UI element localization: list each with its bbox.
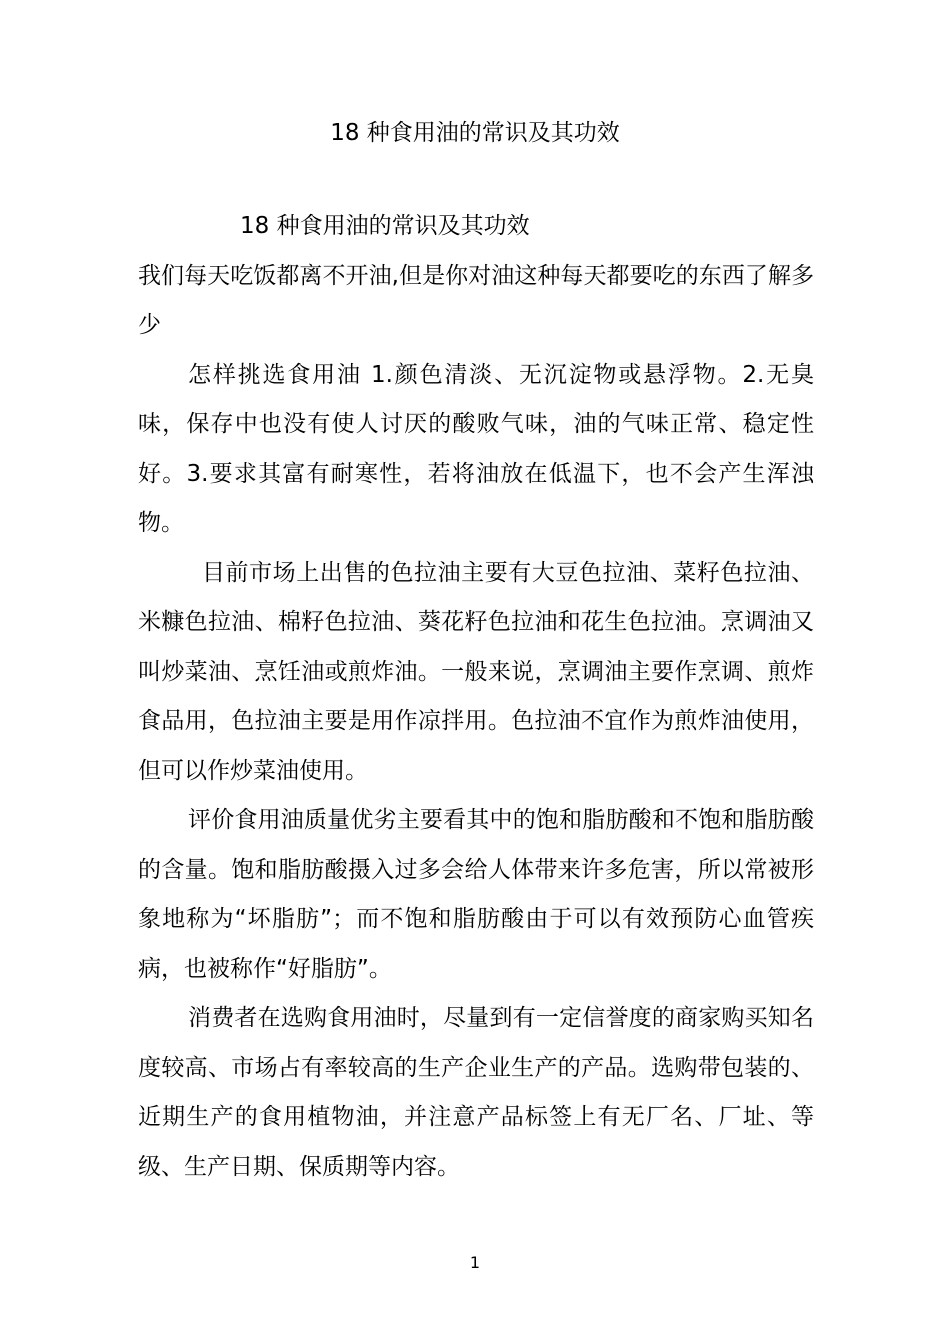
document-subtitle: 18 种食用油的常识及其功效	[240, 213, 530, 239]
paragraph-how-to-choose: 怎样挑选食用油 1.颜色清淡、无沉淀物或悬浮物。2.无臭味，保存中也没有使人讨厌的酸败气味，油的气味正常、稳定性好。3.要求其富有耐寒性，若将油放在低温下，也不会产生浑浊物。	[138, 361, 814, 536]
document-body	[138, 202, 814, 1192]
page-number: 1	[469, 1253, 481, 1272]
paragraph-intro: 我们每天吃饭都离不开油,但是你对油这种每天都要吃的东西了解多少	[138, 262, 814, 338]
paragraph-salad-oil-types: 目前市场上出售的色拉油主要有大豆色拉油、菜籽色拉油、米糠色拉油、棉籽色拉油、葵花籽色拉油和花生色拉油。烹调油又叫炒菜油、烹饪油或煎炸油。一般来说，烹调油主要作烹调、煎炸食品用，色拉油主要是用作凉拌用。色拉油不宜作为煎炸油使用，但可以作炒菜油使用。	[138, 559, 814, 784]
paragraph-fatty-acids: 评价食用油质量优劣主要看其中的饱和脂肪酸和不饱和脂肪酸的含量。饱和脂肪酸摄入过多会给人体带来许多危害，所以常被形象地称为“坏脂肪”；而不饱和脂肪酸由于可以有效预防心血管疾病，也被称作“好脂肪”。	[138, 807, 814, 982]
paragraph-purchasing-advice: 消费者在选购食用油时，尽量到有一定信誉度的商家购买知名度较高、市场占有率较高的生产企业生产的产品。选购带包装的、近期生产的食用植物油，并注意产品标签上有无厂名、厂址、等级、生产日期、保质期等内容。	[138, 1005, 814, 1180]
page-title: 18 种食用油的常识及其功效	[330, 120, 620, 146]
